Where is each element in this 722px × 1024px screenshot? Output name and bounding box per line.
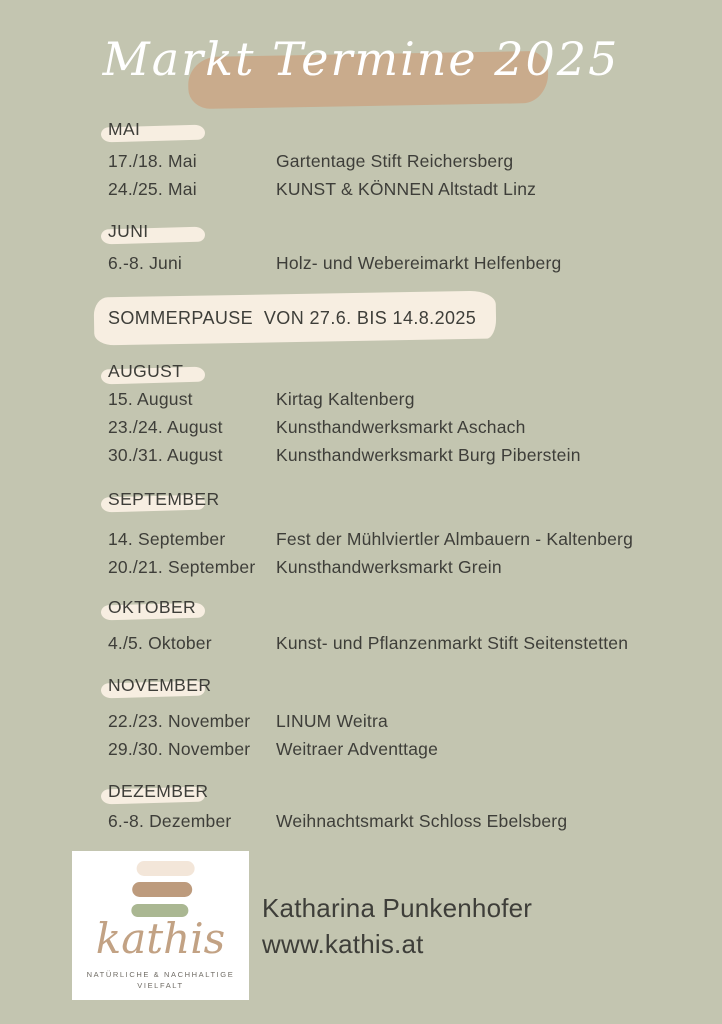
section-oktober xyxy=(108,596,688,660)
event-name: Fest der Mühlviertler Almbauern - Kaltenberg xyxy=(276,529,634,549)
event-name: Kirtag Kaltenberg xyxy=(276,389,415,409)
month-header-oktober xyxy=(108,596,196,618)
summer-break-banner xyxy=(94,294,514,346)
event-name: Weitraer Adventtage xyxy=(276,739,439,759)
section-november xyxy=(108,674,688,766)
month-label: JUNI xyxy=(108,221,149,241)
logo-tagline-line1: NATÜRLICHE & NACHHALTIGE xyxy=(86,970,235,979)
logo-tagline-line2: VIELFALT xyxy=(137,981,184,990)
event-row xyxy=(108,388,688,410)
contact-block xyxy=(262,890,532,962)
event-row xyxy=(108,632,688,654)
event-name: LINUM Weitra xyxy=(276,711,388,731)
event-row xyxy=(108,810,688,832)
event-name: Holz- und Webereimarkt Helfenberg xyxy=(276,253,562,273)
event-row xyxy=(108,178,688,200)
month-label: DEZEMBER xyxy=(108,781,209,801)
event-row xyxy=(108,416,688,438)
logo-brush-stroke-cream xyxy=(136,861,194,876)
event-row xyxy=(108,252,688,274)
month-label: SEPTEMBER xyxy=(108,489,220,509)
event-name: Gartentage Stift Reichersberg xyxy=(276,151,514,171)
event-date: 15. August xyxy=(108,389,193,409)
event-date: 23./24. August xyxy=(108,417,223,437)
month-label: OKTOBER xyxy=(108,597,197,617)
logo-brush-stroke-tan xyxy=(132,882,192,897)
event-date: 17./18. Mai xyxy=(108,151,197,171)
month-header-dezember xyxy=(108,780,208,802)
logo-tagline xyxy=(72,969,249,991)
event-date: 24./25. Mai xyxy=(108,179,197,199)
section-dezember xyxy=(108,780,688,838)
event-name: Kunst- und Pflanzenmarkt Stift Seitenstetten xyxy=(276,633,629,653)
event-row xyxy=(108,444,688,466)
title-area xyxy=(0,28,722,118)
event-row xyxy=(108,528,688,550)
event-date: 29./30. November xyxy=(108,739,251,759)
month-label: MAI xyxy=(108,119,141,139)
month-label: AUGUST xyxy=(108,361,184,381)
event-row xyxy=(108,738,688,760)
section-august xyxy=(108,360,688,472)
event-row xyxy=(108,710,688,732)
event-name: Kunsthandwerksmarkt Grein xyxy=(276,557,502,577)
section-juni xyxy=(108,220,688,280)
event-row xyxy=(108,556,688,578)
event-date: 6.-8. Juni xyxy=(108,253,182,273)
month-header-november xyxy=(108,674,211,696)
event-date: 20./21. September xyxy=(108,557,256,577)
event-date: 14. September xyxy=(108,529,226,549)
kathis-logo-card xyxy=(72,851,249,1000)
event-date: 4./5. Oktober xyxy=(108,633,212,653)
event-name: Kunsthandwerksmarkt Burg Piberstein xyxy=(276,445,581,465)
month-label: NOVEMBER xyxy=(108,675,212,695)
event-row xyxy=(108,150,688,172)
website-url: www.kathis.at xyxy=(262,929,424,959)
event-date: 22./23. November xyxy=(108,711,251,731)
event-name: Weihnachtsmarkt Schloss Ebelsberg xyxy=(276,811,568,831)
event-date: 30./31. August xyxy=(108,445,223,465)
section-mai xyxy=(108,118,688,206)
section-september xyxy=(108,488,688,584)
month-header-mai xyxy=(108,118,140,140)
contact-name: Katharina Punkenhofer xyxy=(262,893,533,923)
event-date: 6.-8. Dezember xyxy=(108,811,232,831)
page-title: Markt Termine 2025 xyxy=(102,32,620,86)
summer-break-text: SOMMERPAUSE VON 27.6. BIS 14.8.2025 xyxy=(108,308,477,328)
month-header-september xyxy=(108,488,220,510)
logo-wordmark: kathis xyxy=(95,914,226,963)
event-name: Kunsthandwerksmarkt Aschach xyxy=(276,417,526,437)
event-name: KUNST & KÖNNEN Altstadt Linz xyxy=(276,179,537,199)
month-header-august xyxy=(108,360,183,382)
month-header-juni xyxy=(108,220,149,242)
